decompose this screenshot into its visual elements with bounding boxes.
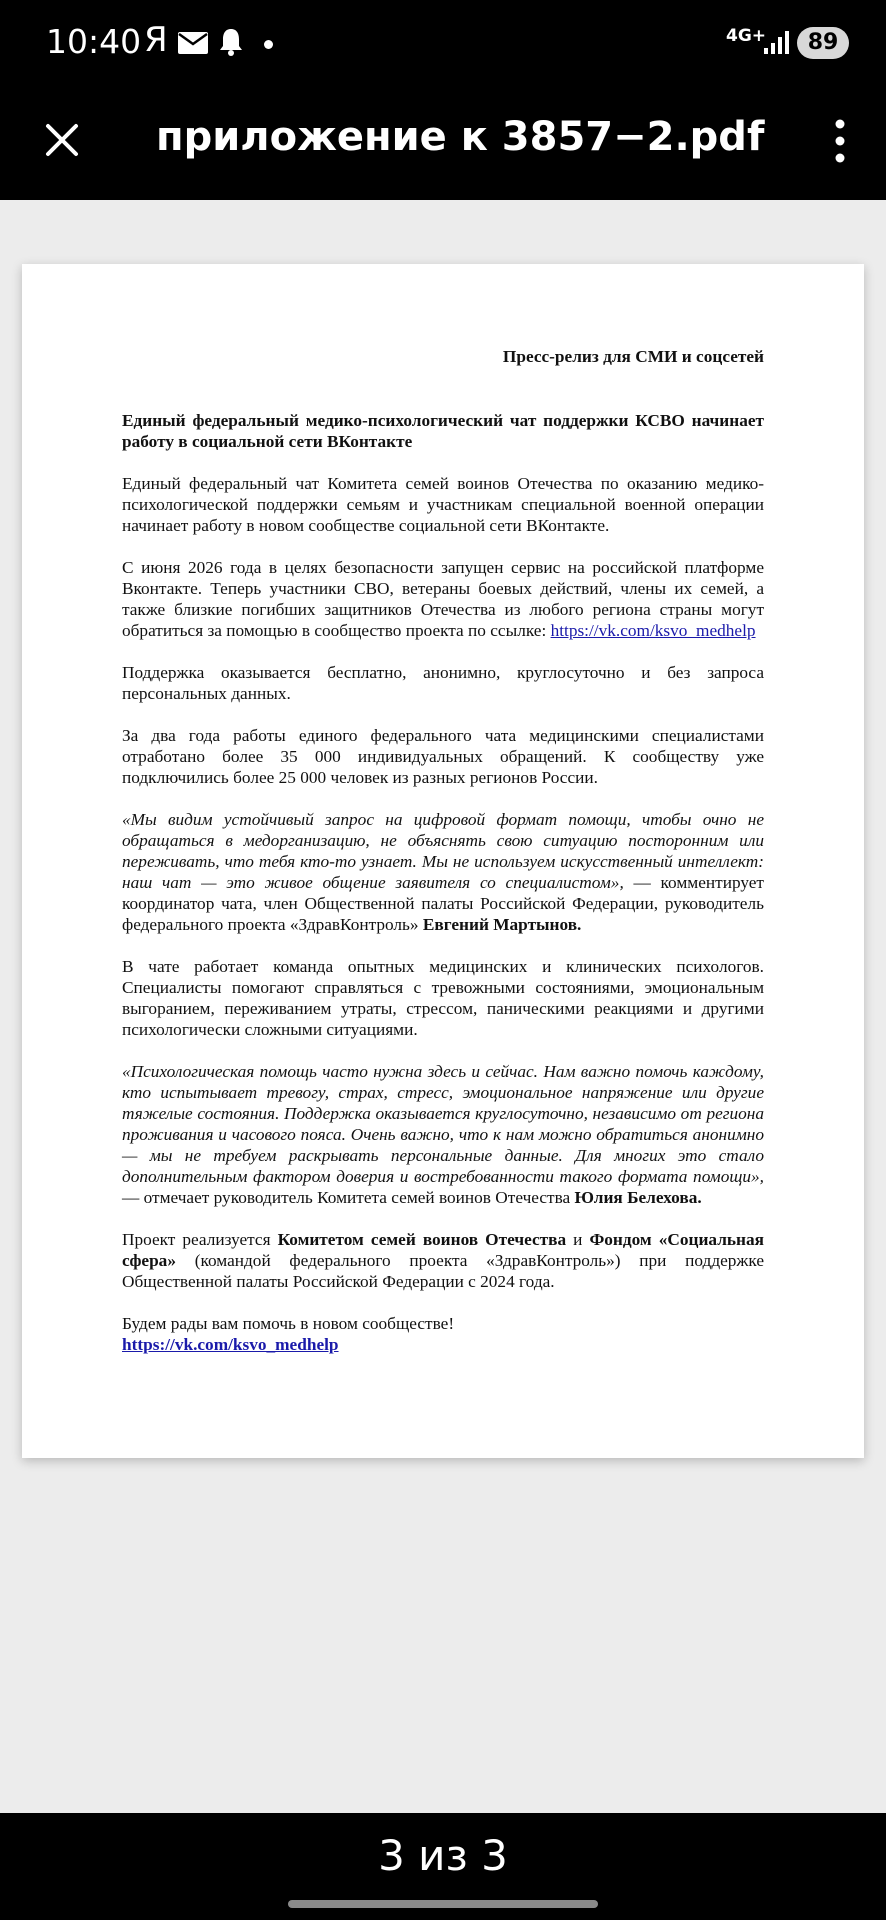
mail-icon: [178, 32, 208, 54]
document-title: приложение к 3857−2.pdf: [156, 114, 765, 160]
quote-martynov-name: Евгений Мартынов.: [422, 915, 582, 934]
battery-indicator: 89: [797, 27, 849, 59]
project-committee: Комитетом семей воинов Отечества: [277, 1230, 567, 1249]
closing-text: Будем рады вам помочь в новом сообществе!: [122, 1314, 455, 1333]
press-release-header: Пресс-релиз для СМИ и соцсетей: [502, 347, 764, 366]
notification-dot-icon: [264, 40, 273, 49]
paragraph-launch-text: С июня 2026 года в целях безопасности запущен сервис на российской платформе Вконтакте. Теперь участники СВО, ветераны боевых действий, члены их семей, а также близкие погибших защитников Отечества из любого региона страны могут обратиться за помощью в сообщество проекта по ссылке:: [122, 558, 764, 640]
pdf-content: [122, 346, 764, 1355]
paragraph-team: В чате работает команда опытных медицинских и клинических психологов. Специалисты помогают справляться с тревожными состояниями, эмоциональным выгоранием, переживанием утраты, стрессом, паническими реакциями и другими психологически сложными ситуациями.: [122, 957, 764, 1039]
bottom-bar: [0, 1813, 886, 1920]
project-text-c: и: [566, 1230, 590, 1249]
closing-link[interactable]: https://vk.com/ksvo_medhelp: [122, 1335, 339, 1354]
network-type: 4G+: [726, 26, 767, 46]
pdf-page: [22, 264, 864, 1458]
status-bar: [0, 0, 886, 84]
paragraph-launch: [122, 557, 764, 641]
community-link[interactable]: https://vk.com/ksvo_medhelp: [550, 621, 756, 640]
project-text-a: Проект реализуется: [122, 1230, 278, 1249]
signal-icon: [762, 30, 790, 56]
status-time: 10:40: [46, 22, 142, 61]
gesture-handle[interactable]: [288, 1900, 598, 1908]
paragraph-project: [122, 1229, 764, 1292]
project-fund: Фондом «Социальная сфера»: [122, 1230, 764, 1270]
closing-block: [122, 1313, 764, 1355]
app-bar: [0, 84, 886, 200]
bell-icon: [218, 27, 244, 57]
paragraph-intro: Единый федеральный чат Комитета семей воинов Отечества по оказанию медико-психологической поддержки семьям и участникам специальной военной операции начинает работу в новом сообществе социальной сети ВКонтакте.: [122, 474, 764, 535]
quote-martynov: [122, 809, 764, 935]
paragraph-statistics: За два года работы единого федерального чата медицинскими специалистами отработано более 35 000 индивидуальных обращений. К сообществу уже подключились более 25 000 человек из разных регионов России.: [122, 726, 764, 787]
project-text-d: (командой федерального проекта «ЗдравКонтроль») при поддержке Общественной палаты Российской Федерации с 2024 года.: [122, 1251, 764, 1291]
quote-belekhova-attribution: — отмечает руководитель Комитета семей воинов Отечества: [122, 1188, 575, 1207]
quote-belekhova-name: Юлия Белехова.: [574, 1188, 702, 1207]
quote-belekhova-text: «Психологическая помощь часто нужна здесь и сейчас. Нам важно помочь каждому, кто испытывает тревогу, страх, стресс, эмоциональное напряжение или другие тяжелые состояния. Поддержка оказывается круглосуточно, независимо от региона проживания и часового пояса. Очень важно, что к нам можно обратиться анонимно — мы не требуем раскрывать персональные данные. Для многих это стало дополнительным фактором доверия и востребованности такого формата помощи»,: [122, 1062, 764, 1186]
yandex-icon: Я: [144, 20, 168, 60]
quote-martynov-attribution: — комментирует координатор чата, член Общественной палаты Российской Федерации, руководитель федерального проекта «ЗдравКонтроль»: [122, 873, 764, 934]
more-options-icon[interactable]: [822, 116, 858, 166]
quote-belekhova: [122, 1061, 764, 1208]
paragraph-free-support: Поддержка оказывается бесплатно, анонимно, круглосуточно и без запроса персональных данных.: [122, 663, 764, 703]
page-indicator: 3 из 3: [378, 1831, 508, 1880]
close-icon[interactable]: [34, 112, 90, 168]
quote-martynov-text: «Мы видим устойчивый запрос на цифровой формат помощи, чтобы очно не обращаться в медорганизацию, не объяснять свою ситуацию посторонним или переживать, что тебя кто-то узнает. Мы не используем искусственный интеллект: наш чат — это живое общение заявителя со специалистом»,: [122, 810, 764, 892]
headline: Единый федеральный медико-психологический чат поддержки КСВО начинает работу в социальной сети ВКонтакте: [122, 411, 764, 451]
